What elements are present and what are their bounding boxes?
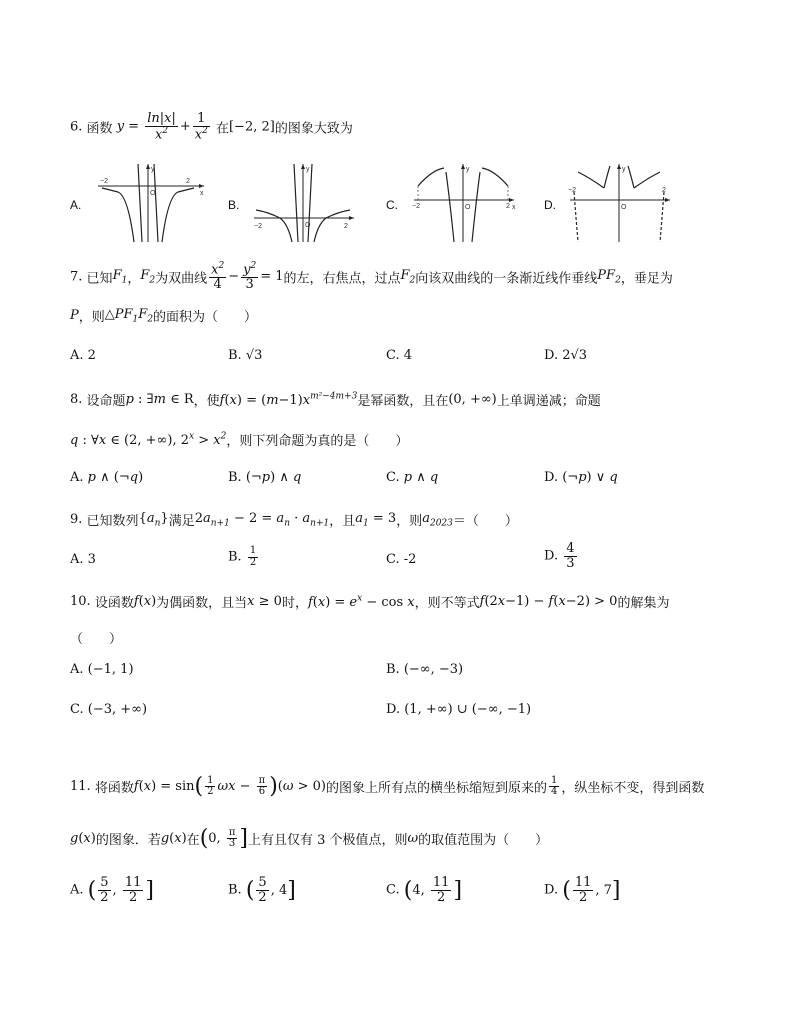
q10-option-a bbox=[70, 662, 134, 677]
formula: ω bbox=[407, 831, 419, 846]
formula: g(x) bbox=[160, 831, 187, 846]
question-text: 将函数 bbox=[94, 781, 134, 796]
option-label: B. bbox=[228, 348, 242, 363]
formula: $a_{2023}$ bbox=[422, 510, 453, 529]
option-label: D. bbox=[544, 348, 559, 363]
option-label: D. bbox=[386, 702, 401, 717]
svg-text:2: 2 bbox=[662, 187, 666, 194]
question-7-line-2 bbox=[70, 306, 257, 325]
q11-option-d bbox=[544, 876, 621, 904]
formula: $\frac{x^2}{4}$ − $\frac{y^2}{3}$ = 1 bbox=[211, 261, 284, 292]
q7-option-c: C. 4 bbox=[386, 348, 413, 363]
formula: $f(x) = e^x - \cos x$ bbox=[307, 593, 415, 610]
q10-option-c bbox=[70, 702, 147, 717]
question-text: ，纵坐标不变，得到函数 bbox=[561, 781, 705, 796]
svg-text:2: 2 bbox=[344, 223, 348, 230]
option-label: D. bbox=[544, 470, 559, 485]
q8-option-a bbox=[70, 470, 143, 485]
question-8-line-1 bbox=[70, 390, 601, 409]
question-text: 在 bbox=[186, 833, 200, 848]
option-label: B. bbox=[228, 470, 242, 485]
svg-text:y: y bbox=[466, 166, 470, 173]
formula: (0, +∞) bbox=[448, 392, 497, 407]
question-text: 已知数列 bbox=[86, 514, 139, 529]
question-text: ，则不等式 bbox=[414, 596, 480, 611]
svg-text:y: y bbox=[306, 166, 310, 173]
q10-option-d bbox=[386, 702, 531, 717]
option-b-label: B. bbox=[228, 198, 240, 212]
question-text: 为偶函数，且当 bbox=[156, 596, 248, 611]
formula: $F_2$ bbox=[400, 268, 416, 286]
question-text: ，垂足为 bbox=[620, 271, 673, 287]
formula: √3 bbox=[245, 348, 263, 363]
q8-option-d bbox=[544, 470, 618, 485]
question-text: 的取值范围为（ ） bbox=[418, 833, 549, 848]
question-number: 9. bbox=[70, 512, 83, 527]
graph-option-c bbox=[408, 162, 518, 244]
question-11-line-1 bbox=[70, 774, 704, 799]
formula: f(x) = sin( $\frac{1}{2}$ ωx − $\frac{\pi}{6}$ )(ω > 0) bbox=[133, 774, 326, 799]
option-label: B. bbox=[228, 882, 242, 898]
formula: f(2x−1) − f(x−2) > 0 bbox=[479, 594, 618, 609]
question-text: ，则 bbox=[396, 514, 423, 529]
formula: 2√3 bbox=[562, 348, 588, 363]
option-c-label: C. bbox=[386, 198, 398, 212]
question-text: ， bbox=[127, 271, 141, 287]
svg-text:O: O bbox=[150, 190, 156, 197]
svg-text:O: O bbox=[305, 222, 311, 229]
graph-option-a bbox=[88, 162, 208, 244]
formula: x ≥ 0 bbox=[247, 594, 282, 609]
option-label: B. bbox=[386, 662, 400, 677]
option-label: A. bbox=[70, 882, 84, 898]
formula: $F_2$ bbox=[140, 268, 156, 286]
question-10 bbox=[70, 592, 669, 611]
question-7-line-1 bbox=[70, 262, 673, 292]
question-text: 设函数 bbox=[94, 596, 134, 611]
formula: (−1, 1) bbox=[87, 662, 134, 677]
formula: (−3, +∞) bbox=[87, 702, 148, 717]
formula: $\frac{4}{3}$ bbox=[566, 541, 575, 571]
formula: ( $\frac{11}{2}$ , 7] bbox=[562, 875, 621, 905]
formula: $PF_2$ bbox=[597, 268, 621, 286]
formula: (¬p) ∧ q bbox=[245, 470, 302, 485]
option-d-label: D. bbox=[544, 198, 556, 212]
question-text: 在 bbox=[215, 121, 229, 137]
formula: y = $\frac{\ln|x|}{x^2}$ + $\frac{1}{x^2}$ bbox=[116, 111, 208, 142]
formula: P bbox=[70, 308, 79, 323]
graph-option-d bbox=[564, 162, 674, 244]
question-text: ，且 bbox=[329, 514, 356, 529]
formula: $\frac{1}{4}$ bbox=[550, 774, 558, 797]
formula: (1, +∞) ∪ (−∞, −1) bbox=[404, 702, 532, 717]
svg-text:O: O bbox=[465, 204, 471, 211]
interval: [−2, 2] bbox=[228, 119, 275, 135]
question-text: ，则下列命题为真的是（ ） bbox=[226, 434, 409, 449]
option-label: A. bbox=[70, 470, 84, 485]
question-text: 的图象．若 bbox=[95, 833, 161, 848]
formula: (¬p) ∨ q bbox=[562, 470, 618, 485]
formula: p ∧ (¬q) bbox=[87, 470, 144, 485]
svg-text:2: 2 bbox=[506, 203, 510, 210]
formula: $\{a_n\}$ bbox=[138, 510, 169, 529]
question-text: ＝（ ） bbox=[452, 514, 518, 529]
q9-option-d bbox=[544, 542, 579, 570]
question-text: 的左，右焦点，过点 bbox=[283, 271, 401, 287]
formula: $\triangle PF_1F_2$ bbox=[104, 306, 154, 325]
formula: p ∧ q bbox=[403, 470, 439, 485]
question-text: 的面积为（ ） bbox=[153, 310, 258, 325]
question-text: 满足 bbox=[168, 514, 195, 529]
q7-option-b bbox=[228, 348, 262, 363]
svg-text:−2: −2 bbox=[254, 223, 262, 230]
question-number: 8. bbox=[70, 392, 83, 407]
option-label: C. bbox=[386, 882, 400, 898]
question-number: 11. bbox=[70, 779, 91, 794]
option-label: A. bbox=[70, 662, 84, 677]
question-text: 为双曲线 bbox=[155, 271, 208, 287]
question-text: 上有且仅有 3 个极值点，则 bbox=[248, 833, 408, 848]
formula: $2a_{n+1} - 2 = a_n \cdot a_{n+1}$ bbox=[194, 510, 330, 529]
q8-option-b bbox=[228, 470, 301, 485]
q9-option-c: C. -2 bbox=[386, 552, 417, 567]
option-label: D. bbox=[544, 882, 559, 898]
formula: (0, $\frac{\pi}{3}$ ] bbox=[199, 826, 248, 851]
q9-option-b bbox=[228, 546, 260, 568]
formula: p : ∃m ∈ R bbox=[125, 392, 194, 407]
q11-option-c bbox=[386, 876, 462, 904]
formula: (4, $\frac{11}{2}$ ] bbox=[403, 875, 463, 905]
svg-text:−2: −2 bbox=[100, 178, 108, 185]
question-text: 函数 bbox=[86, 121, 113, 137]
svg-text:2: 2 bbox=[186, 178, 190, 185]
question-number: 6. bbox=[70, 119, 83, 135]
question-text: 设命题 bbox=[86, 394, 126, 409]
q7-option-d bbox=[544, 348, 587, 363]
question-11-line-2 bbox=[70, 826, 548, 851]
question-text: 向该双曲线的一条渐近线作垂线 bbox=[415, 271, 598, 287]
question-number: 10. bbox=[70, 594, 91, 609]
option-label: B. bbox=[228, 549, 242, 565]
q9-option-a: A. 3 bbox=[70, 552, 96, 567]
svg-text:x: x bbox=[512, 204, 516, 211]
question-text: 时， bbox=[281, 596, 308, 611]
graph-option-b bbox=[248, 162, 358, 244]
formula: (−∞, −3) bbox=[403, 662, 464, 677]
formula: g(x) bbox=[70, 831, 96, 846]
question-text: 的图象大致为 bbox=[274, 121, 353, 137]
formula: ( $\frac{5}{2}$ , 4] bbox=[245, 875, 296, 905]
svg-text:−2: −2 bbox=[412, 203, 420, 210]
question-text: ，则 bbox=[78, 310, 105, 325]
option-a-label: A. bbox=[70, 198, 82, 212]
q10-option-b bbox=[386, 662, 463, 677]
svg-text:O: O bbox=[621, 204, 627, 211]
question-text: 已知 bbox=[86, 271, 113, 287]
question-text: 上单调递减；命题 bbox=[496, 394, 601, 409]
formula: $F_1$ bbox=[112, 268, 128, 286]
option-label: C. bbox=[70, 702, 84, 717]
formula: q : ∀x ∈ (2, +∞), $2^x > x^2$ bbox=[70, 431, 227, 448]
option-label: C. bbox=[386, 470, 400, 485]
question-8-line-2 bbox=[70, 430, 408, 449]
q8-option-c bbox=[386, 470, 438, 485]
formula: $\frac{1}{2}$ bbox=[249, 545, 257, 568]
question-9 bbox=[70, 510, 518, 529]
question-text: ，使 bbox=[193, 394, 220, 409]
question-text: 的解集为 bbox=[617, 596, 670, 611]
question-6 bbox=[70, 112, 353, 142]
question-text: 是幂函数，且在 bbox=[357, 394, 449, 409]
svg-text:−2: −2 bbox=[568, 187, 576, 194]
question-10-paren: （ ） bbox=[70, 632, 123, 647]
option-label: D. bbox=[544, 548, 559, 564]
svg-text:x: x bbox=[200, 190, 204, 197]
q11-option-b bbox=[228, 876, 296, 904]
svg-text:y: y bbox=[622, 166, 626, 173]
formula: ( $\frac{5}{2}$ , $\frac{11}{2}$ ] bbox=[87, 875, 154, 905]
formula: $a_1 = 3$ bbox=[355, 510, 397, 529]
formula: $f(x) = (m-1)x^{m^2-4m+3}$ bbox=[219, 391, 358, 408]
q11-option-a bbox=[70, 876, 154, 904]
svg-text:y: y bbox=[151, 166, 155, 173]
formula: f(x) bbox=[133, 594, 157, 609]
question-text: 的图象上所有点的横坐标缩短到原来的 bbox=[325, 781, 547, 796]
q7-option-a: A. 2 bbox=[70, 348, 96, 363]
question-number: 7. bbox=[70, 269, 83, 285]
